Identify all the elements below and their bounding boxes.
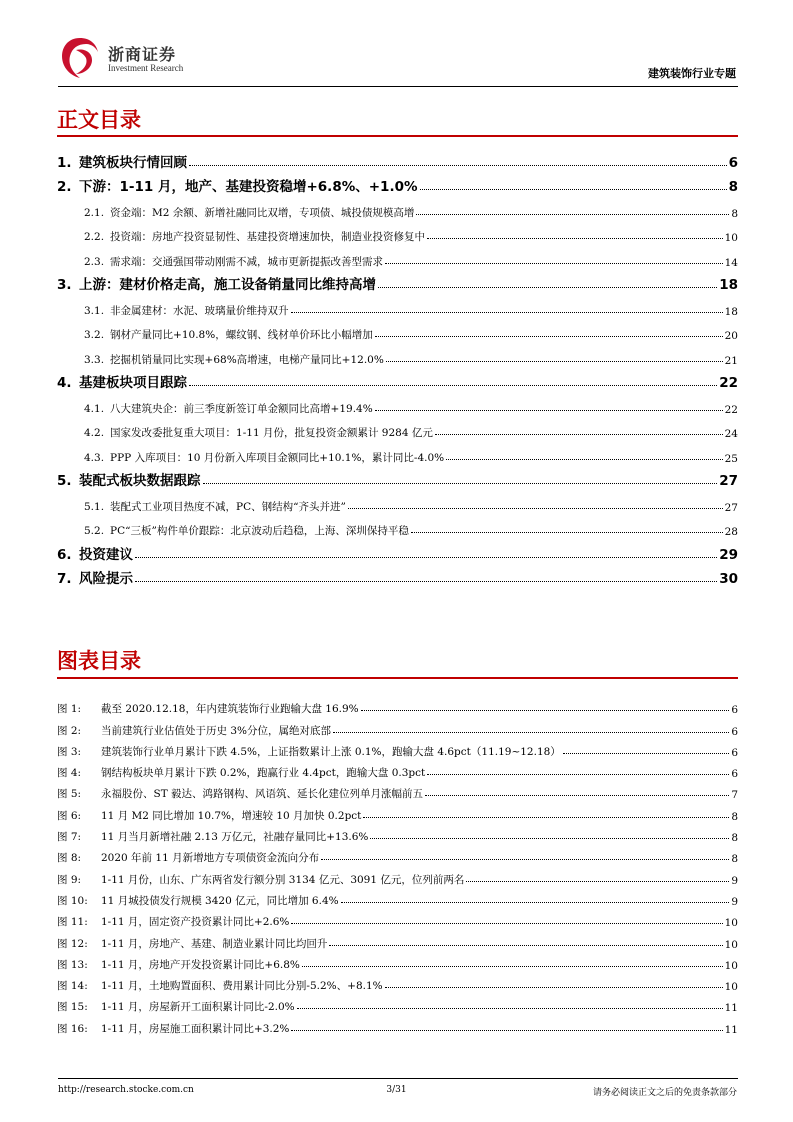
toc-entry-leader: [385, 262, 723, 264]
toc-entry-leader: [427, 237, 723, 239]
toc-entry-page: 25: [724, 452, 738, 465]
toc-entry[interactable]: [57, 146, 738, 171]
toc-entry-label: [84, 254, 383, 269]
toc-entry-page: 30: [719, 571, 738, 587]
figure-entry[interactable]: [57, 887, 738, 908]
figure-entry-text: 1-11 月，房屋施工面积累计同比+3.2%: [101, 1022, 290, 1035]
figure-entry-label: [57, 936, 327, 951]
figure-entry-label: [57, 765, 425, 780]
figure-entry[interactable]: [57, 1014, 738, 1035]
brand-name-cn: 浙商证券: [108, 45, 177, 64]
toc-entry-page: 27: [719, 473, 738, 489]
figure-entry[interactable]: [57, 951, 738, 972]
toc-entry-label: [84, 205, 414, 220]
figure-entry-label: [57, 1021, 289, 1036]
figure-entry-leader: [333, 731, 729, 733]
toc-entry[interactable]: [57, 318, 738, 343]
figure-entry-leader: [363, 816, 729, 818]
figure-entry-label: [57, 893, 339, 908]
figure-entry[interactable]: [57, 823, 738, 844]
figure-entry-number: 图 8:: [57, 852, 82, 865]
toc-entry-text: 投资建议: [79, 546, 133, 563]
toc-entry-label: [57, 567, 133, 587]
figure-entry-label: [57, 808, 361, 823]
figure-entry-number: 图 10:: [57, 894, 88, 907]
toc-entry-text: PPP 入库项目：10 月份新入库项目金额同比+10.1%，累计同比-4.0%: [110, 451, 445, 464]
toc-entry-leader: [416, 213, 729, 215]
toc-entry[interactable]: [57, 416, 738, 441]
figure-entry-page: 9: [731, 874, 738, 887]
toc-entry-number: 2.2.: [84, 231, 105, 243]
toc-entry-label: [84, 401, 373, 416]
figure-entry-number: 图 4:: [57, 767, 82, 780]
toc-entry-leader: [348, 507, 723, 509]
toc-entry-label: [84, 523, 409, 538]
toc-entry-text: PC“三板”构件单价跟踪：北京波动后趋稳，上海、深圳保持平稳: [110, 525, 409, 537]
toc-entry[interactable]: [57, 269, 738, 294]
figure-entry-page: 10: [724, 938, 738, 951]
figure-entry-leader: [427, 773, 729, 775]
figure-entry-page: 8: [731, 810, 738, 823]
toc-entry[interactable]: [57, 367, 738, 392]
figure-entry-number: 图 5:: [57, 788, 82, 801]
figure-entry-leader: [321, 858, 729, 860]
toc-entry-text: 风险提示: [79, 571, 133, 587]
figure-entry-leader: [329, 944, 722, 946]
toc-entry-number: 4.1.: [84, 402, 105, 415]
toc-entry-text: 建筑板块行情回顾: [79, 154, 187, 171]
toc-entry-number: 3.: [57, 277, 72, 293]
toc-entry-leader: [203, 482, 718, 484]
figure-entry-label: [57, 978, 383, 993]
toc-entry-page: 6: [728, 154, 738, 171]
figure-entry-text: 永福股份、ST 毅达、鸿路钢构、风语筑、延长化建位列单月涨幅前五: [101, 788, 424, 801]
toc-entry[interactable]: [57, 391, 738, 416]
toc-entry-page: 21: [724, 354, 738, 367]
toc-entry[interactable]: [57, 538, 738, 563]
figure-entry-number: 图 16:: [57, 1022, 88, 1035]
toc-entry-number: 7.: [57, 571, 72, 587]
toc-entry-leader: [435, 433, 723, 435]
toc-entry-text: 八大建筑央企：前三季度新签订单金额同比高增+19.4%: [110, 402, 373, 415]
toc-entry-label: [57, 469, 201, 489]
report-type: 建筑装饰行业专题: [648, 67, 736, 80]
figure-entry-page: 6: [731, 704, 738, 717]
figure-entry-label: [57, 744, 561, 759]
figure-entry-page: 11: [724, 1023, 738, 1036]
toc-entry-leader: [135, 580, 717, 582]
toc-entry-leader: [291, 311, 723, 313]
footer-disclaimer: 请务必阅读正文之后的免责条款部分: [592, 1088, 737, 1098]
figure-entry-page: 10: [724, 959, 738, 972]
toc-entry-page: 29: [719, 546, 738, 563]
figure-entry-leader: [563, 752, 730, 754]
toc-entry-number: 2.3.: [84, 255, 105, 268]
figure-entry[interactable]: [57, 908, 738, 929]
figure-entry-text: 截至 2020.12.18，年内建筑装饰行业跑输大盘 16.9%: [101, 703, 359, 716]
figure-entry[interactable]: [57, 780, 738, 801]
figure-entry[interactable]: [57, 801, 738, 822]
figure-entry-text: 建筑装饰行业单月累计下跌 4.5%，上证指数累计上涨 0.1%，跑输大盘 4.6pct（11.19~12.18）: [101, 745, 561, 758]
toc-entry-text: 需求端：交通强国带动刚需不减，城市更新提振改善型需求: [110, 255, 384, 268]
figure-entry-leader: [297, 1007, 723, 1009]
toc-entry[interactable]: [57, 171, 738, 196]
figure-entry[interactable]: [57, 993, 738, 1014]
figure-entry-label: [57, 829, 368, 844]
toc-entry-leader: [375, 409, 723, 411]
figure-entry-text: 1-11 月，房屋新开工面积累计同比-2.0%: [101, 1001, 295, 1014]
toc-entry-text: 装配式工业项目热度不减，PC、钢结构“齐头并进”: [110, 500, 346, 513]
toc-entry-text: 挖掘机销量同比实现+68%高增速，电梯产量同比+12.0%: [110, 353, 384, 366]
figure-entry-number: 图 6:: [57, 809, 82, 822]
figure-entry[interactable]: [57, 716, 738, 737]
toc-entry-number: 1.: [57, 154, 72, 171]
toc-entry-number: 3.3.: [84, 353, 105, 366]
toc-entry-label: [57, 151, 187, 171]
figure-entry-text: 钢结构板块单月累计下跌 0.2%，跑赢行业 4.4pct，跑输大盘 0.3pct: [101, 767, 426, 780]
figure-entry-text: 1-11 月，固定资产投资累计同比+2.6%: [101, 916, 290, 929]
figure-entry-page: 8: [731, 832, 738, 845]
figure-entry-number: 图 15:: [57, 1001, 88, 1014]
toc-entry-number: 4.2.: [84, 427, 105, 439]
toc-entry-text: 投资端：房地产投资显韧性、基建投资增速加快，制造业投资修复中: [110, 231, 426, 243]
figure-entry-text: 2020 年前 11 月新增地方专项债资金流向分布: [101, 852, 320, 865]
toc-entry-label: [57, 273, 376, 293]
toc-entry-page: 28: [724, 526, 738, 538]
figure-entry-number: 图 7:: [57, 831, 82, 844]
figure-entry-text: 1-11 月份，山东、广东两省发行额分别 3134 亿元、3091 亿元，位列前两名: [101, 873, 465, 886]
toc-entry-leader: [189, 164, 727, 166]
toc-entry-leader: [411, 531, 723, 533]
toc-entry[interactable]: [57, 244, 738, 269]
figure-entry-text: 1-11 月，土地购置面积、费用累计同比分别-5.2%、+8.1%: [101, 980, 383, 993]
toc-entry[interactable]: [57, 563, 738, 588]
header-divider: [58, 86, 738, 87]
figure-entry-leader: [302, 965, 723, 967]
figures-title-rule: [57, 677, 738, 679]
figure-entry-leader: [291, 1029, 722, 1031]
toc-entry-label: [57, 371, 187, 391]
toc-entry-page: 8: [728, 179, 738, 195]
figure-entry-text: 1-11 月，房地产、基建、制造业累计同比均回升: [101, 937, 328, 950]
toc-entry[interactable]: [57, 220, 738, 245]
toc-entry-label: [84, 229, 425, 244]
figure-entry[interactable]: [57, 929, 738, 950]
toc-entry-number: 3.2.: [84, 329, 105, 341]
figure-entry-page: 11: [724, 1002, 738, 1015]
figure-entry-label: [57, 786, 423, 801]
toc-entry[interactable]: [57, 293, 738, 318]
toc-entry-label: [84, 499, 346, 514]
toc-entry-leader: [378, 286, 717, 288]
toc-entry-text: 装配式板块数据跟踪: [79, 473, 201, 489]
figure-entry-page: 7: [731, 789, 738, 802]
toc-entry-leader: [375, 335, 723, 337]
toc-entry-leader: [386, 360, 723, 362]
toc-entry-number: 6.: [57, 546, 72, 563]
toc-entry-number: 3.1.: [84, 304, 105, 317]
toc-entry-text: 资金端：M2 余额、新增社融同比双增，专项债、城投债规模高增: [110, 206, 415, 219]
toc-entry-leader: [420, 188, 727, 190]
figures-title: 图表目录: [57, 649, 141, 673]
figure-entry-label: [57, 850, 319, 865]
figure-entry-number: 图 13:: [57, 958, 88, 971]
figure-entry-label: [57, 701, 359, 716]
toc-entry-text: 钢材产量同比+10.8%，螺纹钢、线材单价环比小幅增加: [110, 329, 373, 341]
figure-entry-leader: [370, 837, 729, 839]
toc-entry-label: [84, 352, 384, 367]
toc-entry[interactable]: [57, 440, 738, 465]
footer-page-number: 3/31: [386, 1085, 407, 1095]
figure-entry-page: 10: [724, 981, 738, 994]
toc-title-rule: [57, 135, 738, 137]
figure-entry-number: 图 12:: [57, 937, 88, 950]
toc-entry-number: 5.: [57, 473, 72, 489]
toc-entry-label: [84, 303, 289, 318]
toc-title: 正文目录: [57, 108, 141, 132]
zheshang-logo-icon: [58, 36, 102, 80]
toc-entry-text: 基建板块项目跟踪: [79, 375, 187, 391]
table-of-contents: [57, 146, 738, 587]
toc-entry-leader: [446, 458, 722, 460]
toc-entry-page: 24: [724, 428, 738, 440]
figure-entry-leader: [341, 901, 730, 903]
toc-entry-page: 8: [731, 207, 738, 220]
toc-entry-text: 上游：建材价格走高，施工设备销量同比维持高增: [79, 277, 376, 293]
toc-entry[interactable]: [57, 465, 738, 490]
figure-entry[interactable]: [57, 844, 738, 865]
figure-entry-label: [57, 914, 289, 929]
figure-entry-number: 图 3:: [57, 745, 82, 758]
page-header: [58, 36, 738, 88]
toc-entry-number: 4.3.: [84, 451, 105, 464]
figure-entry-page: 9: [731, 895, 738, 908]
figure-entry-number: 图 11:: [57, 916, 88, 929]
list-of-figures: [57, 695, 738, 1036]
toc-entry-number: 4.: [57, 375, 72, 391]
footer-divider: [58, 1078, 738, 1079]
figure-entry-text: 11 月城投债发行规模 3420 亿元，同比增加 6.4%: [101, 894, 339, 907]
figure-entry-leader: [361, 709, 730, 711]
toc-entry-page: 20: [724, 330, 738, 342]
toc-entry-text: 下游：1-11 月，地产、基建投资稳增+6.8%、+1.0%: [79, 179, 418, 195]
figure-entry-page: 8: [731, 853, 738, 866]
toc-entry-text: 非金属建材：水泥、玻璃量价维持双升: [110, 304, 289, 317]
toc-entry-number: 2.1.: [84, 206, 105, 219]
figure-entry-page: 6: [731, 746, 738, 759]
toc-entry-label: [57, 175, 418, 195]
figure-entry-text: 11 月当月新增社融 2.13 万亿元，社融存量同比+13.6%: [101, 831, 369, 844]
figure-entry-label: [57, 999, 295, 1014]
toc-entry-page: 27: [724, 501, 738, 514]
figure-entry-label: [57, 872, 464, 887]
toc-entry-label: [57, 543, 133, 563]
toc-entry-page: 22: [719, 375, 738, 391]
figure-entry-number: 图 2:: [57, 724, 82, 737]
toc-entry-number: 2.: [57, 179, 72, 195]
figure-entry-number: 图 9:: [57, 873, 82, 886]
brand-name-en: Investment Research: [108, 63, 184, 73]
figure-entry-text: 1-11 月，房地产开发投资累计同比+6.8%: [101, 958, 300, 971]
figure-entry[interactable]: [57, 972, 738, 993]
toc-entry-page: 10: [724, 232, 738, 244]
figure-entry-label: [57, 957, 300, 972]
toc-entry-text: 国家发改委批复重大项目：1-11 月份，批复投资金额累计 9284 亿元: [110, 427, 433, 439]
figure-entry-leader: [291, 922, 722, 924]
figure-entry[interactable]: [57, 695, 738, 716]
figure-entry-number: 图 14:: [57, 980, 88, 993]
toc-entry-page: 14: [724, 256, 738, 269]
figure-entry-leader: [385, 986, 723, 988]
toc-entry-number: 5.1.: [84, 500, 105, 513]
figure-entry-label: [57, 723, 331, 738]
toc-entry-page: 18: [719, 277, 738, 293]
toc-entry-page: 18: [724, 305, 738, 318]
figure-entry-number: 图 1:: [57, 703, 82, 716]
toc-entry-page: 22: [724, 403, 738, 416]
toc-entry-label: [84, 425, 433, 440]
footer-url[interactable]: http://research.stocke.com.cn: [58, 1085, 194, 1095]
toc-entry-number: 5.2.: [84, 525, 105, 537]
toc-entry-label: [84, 327, 373, 342]
toc-entry-label: [84, 450, 444, 465]
figure-entry[interactable]: [57, 738, 738, 759]
figure-entry-page: 6: [731, 768, 738, 781]
figure-entry-leader: [466, 880, 729, 882]
figure-entry-leader: [425, 794, 729, 796]
figure-entry-text: 11 月 M2 同比增加 10.7%，增速较 10 月加快 0.2pct: [101, 809, 362, 822]
toc-entry[interactable]: [57, 195, 738, 220]
figure-entry[interactable]: [57, 865, 738, 886]
figure-entry[interactable]: [57, 759, 738, 780]
figure-entry-page: 10: [724, 917, 738, 930]
toc-entry[interactable]: [57, 489, 738, 514]
toc-entry[interactable]: [57, 342, 738, 367]
toc-entry-leader: [189, 384, 717, 386]
toc-entry[interactable]: [57, 514, 738, 539]
figure-entry-page: 6: [731, 725, 738, 738]
figure-entry-text: 当前建筑行业估值处于历史 3%分位，属绝对底部: [101, 724, 331, 737]
toc-entry-leader: [135, 556, 717, 558]
